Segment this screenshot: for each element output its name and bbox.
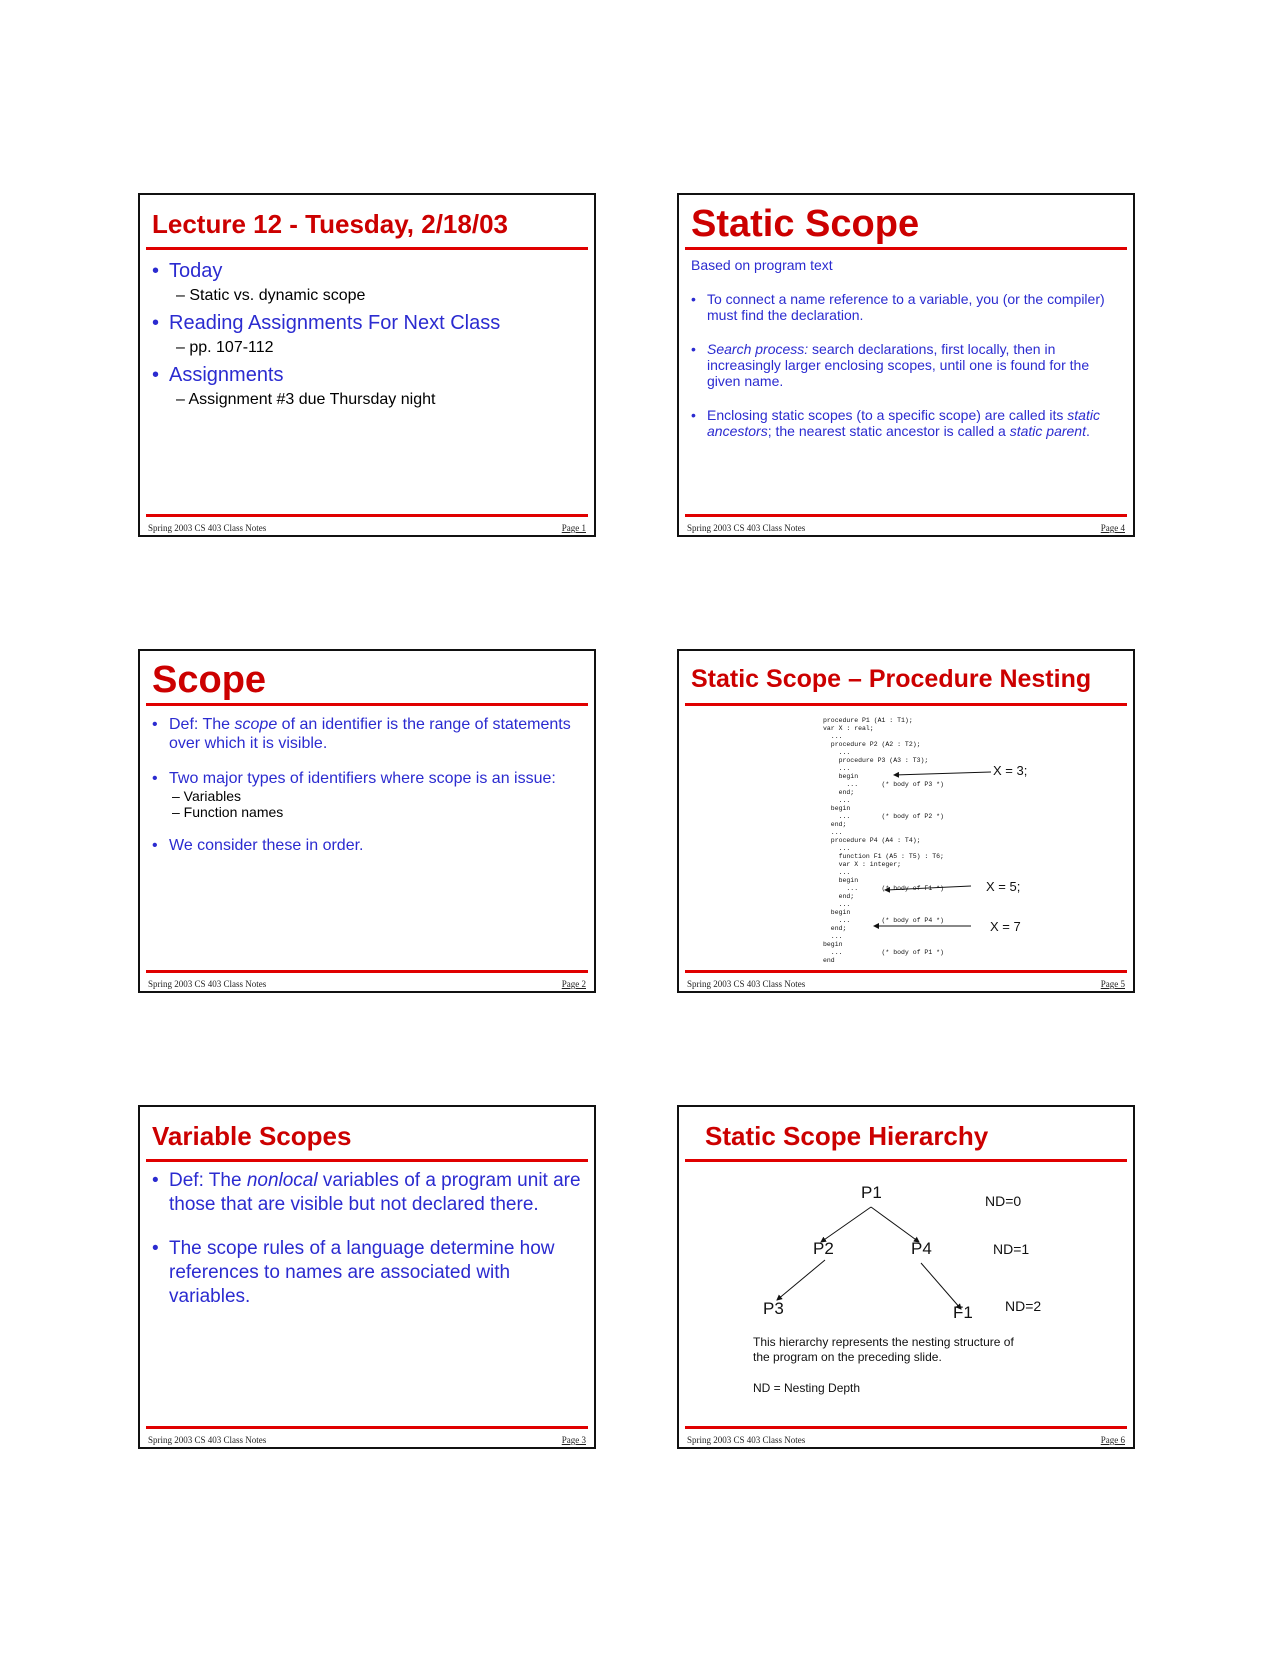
sub-bullet: – pp. 107-112 [176,339,274,356]
sub-bullet: – Assignment #3 due Thursday night [176,391,436,408]
sub-bullet: – Function names [172,804,284,820]
footer-rule [685,1426,1127,1429]
page-number: Page 3 [561,1435,586,1445]
slide-procedure-nesting [677,649,1135,993]
nd-legend: ND = Nesting Depth [753,1381,861,1395]
node-p3: P3 [763,1299,784,1318]
emphasis: nonlocal [246,1170,318,1191]
label-nd-2: ND=2 [1005,1298,1042,1314]
footer-course: Spring 2003 CS 403 Class Notes [148,1435,267,1445]
slide-title: Static Scope [691,203,920,245]
slide-scope-hierarchy [677,1105,1135,1449]
footer-course: Spring 2003 CS 403 Class Notes [687,979,806,989]
edge-p1-p2 [821,1207,871,1242]
node-p4: P4 [911,1239,932,1258]
slide-body [152,1167,584,1309]
title-rule [685,247,1127,250]
emphasis: scope [234,716,278,733]
slide-title: Static Scope – Procedure Nesting [691,665,1092,693]
bullet-def-nonlocal: • Def: The nonlocal variables of a program unit are those that are visible but not declared there. [152,1169,584,1217]
title-rule [146,247,588,250]
assignment-arrows [679,651,1135,993]
bullet-today: • Today [152,259,584,283]
bullet-scope-rules: • The scope rules of a language determine how references to names are associated with variables. [152,1237,584,1309]
title-rule [146,1159,588,1162]
slide-variable-scopes [138,1105,596,1449]
label-nd-0: ND=0 [985,1193,1022,1209]
node-p2: P2 [813,1239,834,1258]
slide-body [152,711,584,855]
title-rule [146,703,588,706]
slide-lecture-12 [138,193,596,537]
intro-text: Based on program text [691,257,833,273]
slide-static-scope [677,193,1135,537]
bullet-reading: • Reading Assignments For Next Class [152,311,584,335]
label-x-equals-7: X = 7 [990,919,1021,934]
code-listing: procedure P1 (A1 : T1); var X : real; ... procedure P2 (A2 : T2); ... procedure P3 (A3 : T3); ... begin ... (* body of P3 *) end; ... begin ... (* body of P2 *) end; ... procedure P4 (A4 : T4); ... function F1 (A5 : T5) : T6; var X : integer; ... begin ... (* body F1 *) end; ... begin ... (* body of P4 *) end; ... begin ... (* body of P1 *) end [823,717,944,964]
edge-p2-p3 [777,1260,825,1300]
node-p1: P1 [861,1183,882,1202]
footer-course: Spring 2003 CS 403 Class Notes [148,523,267,533]
bullet-search-process: • Search process: search declarations, first locally, then in increasingly larger enclosing scopes, until one is found for the given name. [691,341,1123,389]
edge-p1-p4 [871,1207,919,1242]
bullet-ancestors: • Enclosing static scopes (to a specific scope) are called its static ancestors; the nearest static ancestor is called a static parent. [691,407,1123,439]
slide-title: Variable Scopes [152,1121,352,1151]
slide-title: Scope [152,659,267,701]
slide-title: Lecture 12 - Tuesday, 2/18/03 [152,209,508,239]
sub-bullet: – Variables [172,788,242,804]
page-number: Page 2 [561,979,586,989]
slide-body [152,255,584,411]
label-nd-1: ND=1 [993,1241,1030,1257]
slide-body [691,255,1123,439]
page-number: Page 5 [1100,979,1125,989]
emphasis: Search process: [707,341,809,357]
footer-course: Spring 2003 CS 403 Class Notes [687,523,806,533]
bullet-def: • Def: The scope of an identifier is the range of statements over which it is visible. [152,715,584,753]
footer-rule [146,970,588,973]
footer-course: Spring 2003 CS 403 Class Notes [148,979,267,989]
slide-title: Static Scope Hierarchy [705,1121,989,1151]
emphasis: static ancestors [707,407,1100,439]
bullet-types: • Two major types of identifiers where scope is an issue: [152,769,584,788]
label-x-equals-5: X = 5; [986,879,1021,894]
arrow-x3 [894,772,991,775]
slide-scope [138,649,596,993]
footer-rule [685,970,1127,973]
arrow-x5 [885,886,971,890]
footer-rule [146,514,588,517]
bullet-connect: • To connect a name reference to a variable, you (or the compiler) must find the declaration. [691,291,1123,323]
footer-rule [685,514,1127,517]
footer-course: Spring 2003 CS 403 Class Notes [687,1435,806,1445]
footer-rule [146,1426,588,1429]
bullet-consider: • We consider these in order. [152,836,584,855]
label-x-equals-3: X = 3; [993,763,1028,778]
hierarchy-edges [679,1107,1135,1449]
node-f1: F1 [953,1303,973,1322]
bullet-assignments: • Assignments [152,363,584,387]
emphasis: static parent [1009,423,1086,439]
page-number: Page 1 [561,523,586,533]
hierarchy-note: This hierarchy represents the nesting structure of the program on the preceding slide. [753,1335,1014,1364]
sub-bullet: – Static vs. dynamic scope [176,287,366,304]
page-number: Page 6 [1100,1435,1125,1445]
page-number: Page 4 [1100,523,1125,533]
